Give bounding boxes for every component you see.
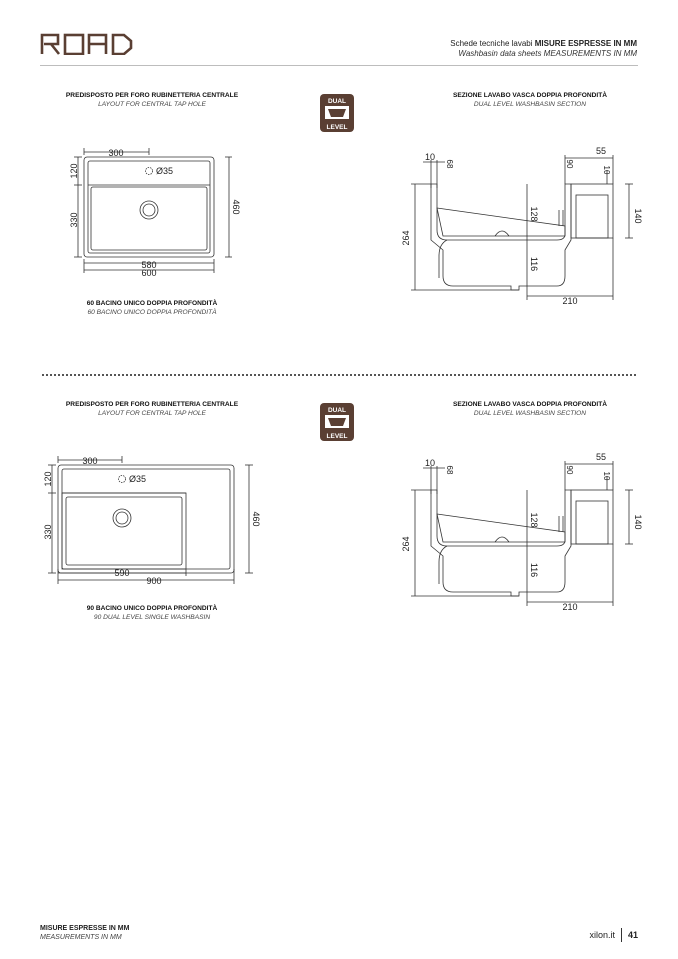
footer-note <box>40 924 129 942</box>
sec2-dim-90: 90 <box>565 465 574 475</box>
layout-title-2: PREDISPOSTO PER FORO RUBINETTERIA CENTRALE <box>65 401 239 408</box>
section-drawing-1 <box>395 140 645 310</box>
sec-dim-140: 140 <box>633 208 643 224</box>
dim-tap-offset-2: 300 <box>82 456 98 466</box>
sec2-dim-264: 264 <box>401 536 411 552</box>
dual-level-badge-1 <box>319 93 355 133</box>
sec-dim-210: 210 <box>562 296 578 306</box>
sec-dim-90: 90 <box>565 159 574 169</box>
section-subtitle-2: DUAL LEVEL WASHBASIN SECTION <box>473 409 587 417</box>
layout-subtitle-2: LAYOUT FOR CENTRAL TAP HOLE <box>98 409 206 417</box>
section-caption-2 <box>430 401 630 418</box>
dim-bowl-width: 580 <box>141 260 157 270</box>
sec-dim-55: 55 <box>595 146 607 156</box>
product-title-2: 90 BACINO UNICO DOPPIA PROFONDITÀ <box>86 605 218 612</box>
sec2-dim-10b: 10 <box>602 471 611 481</box>
sec2-dim-116: 116 <box>529 562 539 578</box>
section-divider <box>42 374 636 376</box>
dim-depth-bowl-2: 330 <box>43 524 53 540</box>
header-title: Schede tecniche lavabi <box>450 39 535 48</box>
layout-caption-1 <box>52 92 252 109</box>
page-number: 41 <box>627 930 638 940</box>
dim-bowl-width-2: 590 <box>114 568 130 578</box>
header-subtitle: Washbasin data sheets MEASUREMENTS IN MM <box>458 49 637 58</box>
header-title-bold: MISURE ESPRESSE IN MM <box>534 39 637 48</box>
dim-total-depth-2: 460 <box>251 511 261 527</box>
footer-subtitle: MEASUREMENTS IN MM <box>40 934 122 941</box>
layout-title-1: PREDISPOSTO PER FORO RUBINETTERIA CENTRALE <box>65 92 239 99</box>
sec-dim-10a: 10 <box>424 152 436 162</box>
product-caption-1 <box>52 300 252 317</box>
sec2-dim-55: 55 <box>595 452 607 462</box>
dim-hole: Ø35 <box>156 166 174 176</box>
plan-drawing-90 <box>34 448 264 590</box>
sec2-dim-140: 140 <box>633 514 643 530</box>
sec2-dim-210: 210 <box>562 602 578 612</box>
section-drawing-2 <box>395 446 645 616</box>
sec2-dim-128: 128 <box>529 512 539 528</box>
section-title-2: SEZIONE LAVABO VASCA DOPPIA PROFONDITÀ <box>452 401 608 408</box>
section-caption-1 <box>430 92 630 109</box>
sec-dim-68: 68 <box>445 159 454 169</box>
product-subtitle-1: 60 BACINO UNICO DOPPIA PROFONDITÀ <box>87 308 217 316</box>
header-title-block <box>450 39 637 59</box>
badge-bottom-label-1: LEVEL <box>326 124 348 131</box>
dim-total-depth: 460 <box>231 199 241 215</box>
layout-caption-2 <box>52 401 252 418</box>
sec2-dim-68: 68 <box>445 465 454 475</box>
dim-depth-bowl: 330 <box>69 212 79 228</box>
product-caption-2 <box>52 605 252 622</box>
footer-title: MISURE ESPRESSE IN MM <box>40 925 130 932</box>
section-title-1: SEZIONE LAVABO VASCA DOPPIA PROFONDITÀ <box>452 92 608 99</box>
badge-bottom-label-2: LEVEL <box>326 433 348 440</box>
dim-total-width-2: 900 <box>146 576 162 586</box>
section-subtitle-1: DUAL LEVEL WASHBASIN SECTION <box>473 100 587 108</box>
badge-top-label-2: DUAL <box>327 407 347 414</box>
badge-top-label-1: DUAL <box>327 98 347 105</box>
dim-hole-2: Ø35 <box>129 474 147 484</box>
sec2-dim-10a: 10 <box>424 458 436 468</box>
dim-depth-back: 120 <box>69 163 79 179</box>
sec-dim-116: 116 <box>529 256 539 272</box>
dim-depth-back-2: 120 <box>43 471 53 487</box>
brand-logo <box>40 33 134 55</box>
product-title-1: 60 BACINO UNICO DOPPIA PROFONDITÀ <box>86 300 218 307</box>
product-subtitle-2: 90 DUAL LEVEL SINGLE WASHBASIN <box>93 613 211 621</box>
sec-dim-128: 128 <box>529 206 539 222</box>
dim-total-width: 600 <box>141 268 157 278</box>
footer-pagination <box>589 928 638 942</box>
sec-dim-264: 264 <box>401 230 411 246</box>
layout-subtitle-1: LAYOUT FOR CENTRAL TAP HOLE <box>98 100 206 108</box>
dual-level-badge-2 <box>319 402 355 442</box>
dim-tap-offset: 300 <box>108 148 124 158</box>
sec-dim-10b: 10 <box>602 165 611 175</box>
plan-drawing-60 <box>60 140 250 280</box>
header-rule <box>40 65 638 66</box>
footer-site-link[interactable]: xilon.it <box>589 930 615 940</box>
footer-separator <box>621 928 622 942</box>
